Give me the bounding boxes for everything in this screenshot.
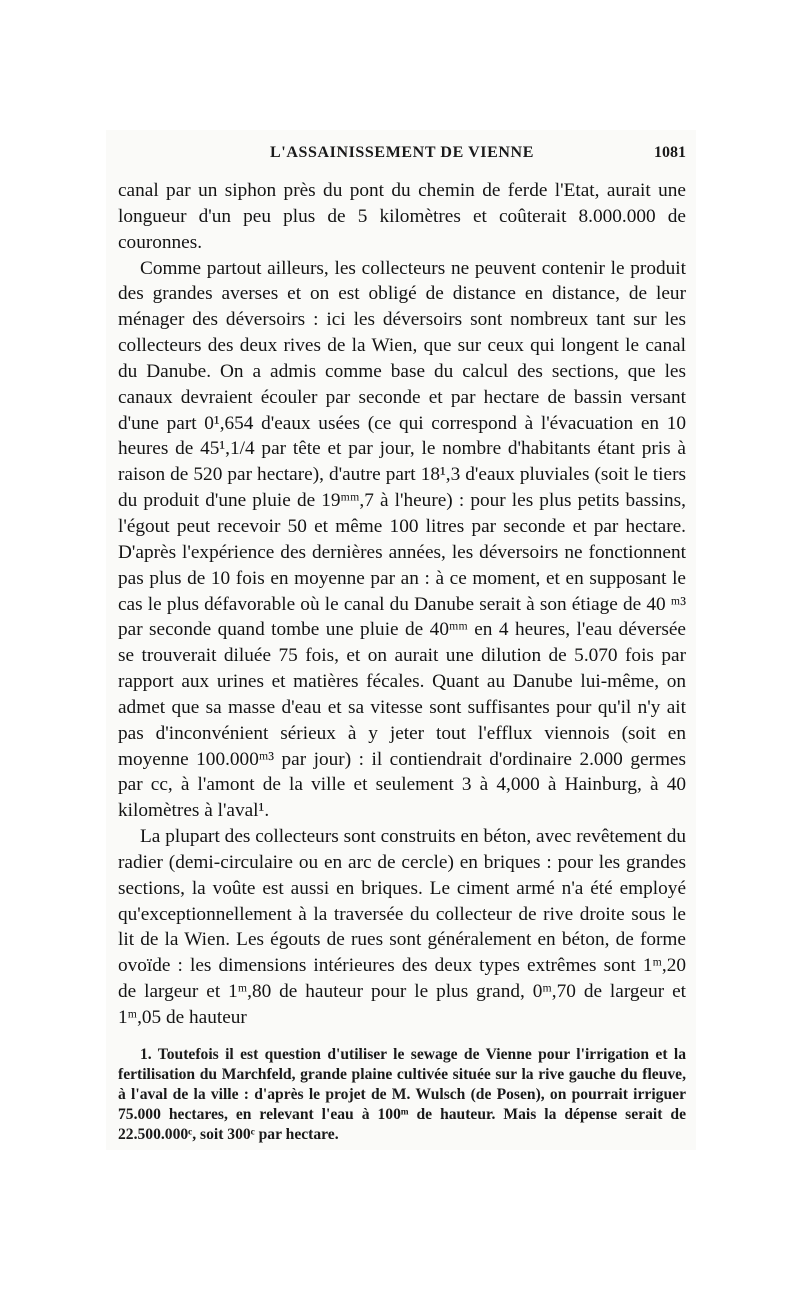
paragraph-continuation: canal par un siphon près du pont du chemin de ferde l'Etat, aurait une longueur d'un peu plus de 5 kilomètres et coûterait 8.000.000 de couronnes. — [118, 180, 686, 253]
body-text — [118, 178, 686, 1031]
running-header — [118, 144, 686, 170]
page-number: 1081 — [654, 144, 686, 161]
paragraph-construction: La plupart des collecteurs sont construits en béton, avec revêtement du radier (demi-circulaire ou en arc de cercle) en briques : pour les grandes sections, la voûte est aussi en briques. Le ciment armé n'a été employé qu'exceptionnellement à la traversée du collecteur de rive droite sous le lit de la Wien. Les égouts de rues sont généralement en béton, de forme ovoïde : les dimensions intérieures des deux types extrêmes sont 1ᵐ,20 de largeur et 1ᵐ,80 de hauteur pour le plus grand, 0ᵐ,70 de largeur et 1ᵐ,05 de hauteur — [118, 826, 686, 1028]
running-title: L'ASSAINISSEMENT DE VIENNE — [270, 144, 534, 161]
footnote-1: 1. Toutefois il est question d'utiliser le sewage de Vienne pour l'irrigation et la fertilisation du Marchfeld, grande plaine cultivée située sur la rive gauche du fleuve, à l'aval de la ville : d'après le projet de M. Wulsch (de Posen), on pourrait irriguer 75.000 hectares, en relevant l'eau à 100ᵐ de hauteur. Mais la dépense serait de 22.500.000ᶜ, soit 300ᶜ par hectare. — [118, 1046, 686, 1143]
footnotes — [118, 1045, 686, 1145]
paragraph-deversoirs: Comme partout ailleurs, les collecteurs ne peuvent contenir le produit des grandes averses et on est obligé de distance en distance, de leur ménager des déversoirs : ici les déversoirs sont nombreux tant sur les collecteurs des deux rives de la Wien, que sur ceux qui longent le canal du Danube. On a admis comme base du calcul des sections, que les canaux devraient écouler par seconde et par hectare de bassin versant d'une part 0¹,654 d'eaux usées (ce qui correspond à l'évacuation en 10 heures de 45¹,1/4 par tête et par jour, le nombre d'habitants étant pris à raison de 520 par hectare), d'autre part 18¹,3 d'eaux pluviales (soit le tiers du produit d'une pluie de 19ᵐᵐ,7 à l'heure) : pour les plus petits bassins, l'égout peut recevoir 50 et même 100 litres par seconde et par hectare. D'après l'expérience des dernières années, les déversoirs ne fonctionnent pas plus de 10 fois en moyenne par an : à ce moment, et en supposant le cas le plus défavorable où le canal du Danube serait à son étiage de 40 ᵐ³ par seconde quand tombe une pluie de 40ᵐᵐ en 4 heures, l'eau déversée se trouverait diluée 75 fois, et on aurait une dilution de 5.070 fois par rapport aux urines et matières fécales. Quant au Danube lui-même, on admet que sa masse d'eau et sa vitesse sont suffisantes pour qu'il n'y ait pas d'inconvénient sérieux à y jeter tout l'efflux viennois (soit en moyenne 100.000ᵐ³ par jour) : il contiendrait d'ordinaire 2.000 germes par cc, à l'amont de la ville et seulement 3 à 4,000 à Hainburg, à 40 kilomètres à l'aval¹. — [118, 257, 686, 822]
